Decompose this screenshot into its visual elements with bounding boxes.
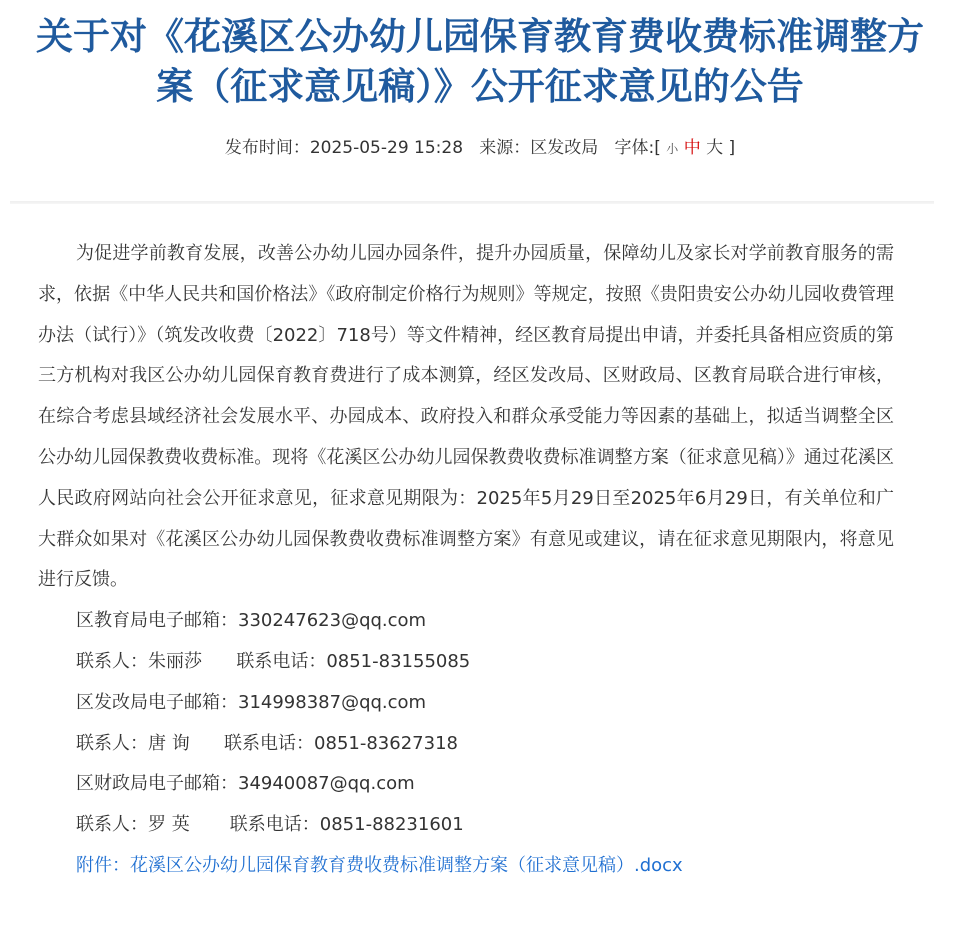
contact-line: 区财政局电子邮箱：34940087@qq.com	[76, 773, 415, 795]
source-label: 来源：	[479, 138, 531, 158]
contact-line: 区发改局电子邮箱：314998387@qq.com	[76, 691, 427, 713]
article-meta	[0, 136, 960, 161]
article-content	[38, 234, 894, 887]
contact-line: 联系人：唐 询 联系电话：0851-83627318	[76, 732, 458, 754]
font-size-close: ]	[728, 138, 736, 158]
body-paragraph: 为促进学前教育发展，改善公办幼儿园办园条件，提升办园质量，保障幼儿及家长对学前教育服务的需求，依据《中华人民共和国价格法》《政府制定价格行为规则》等规定，按照《贵阳贵安公办幼儿园收费管理办法（试行）》（筑发改收费〔2022〕718号）等文件精神，经区教育局提出申请，并委托具备相应资质的第三方机构对我区公办幼儿园保育教育费进行了成本测算，经区发改局、区财政局、区教育局联合进行审核，在综合考虑县域经济社会发展水平、办园成本、政府投入和群众承受能力等因素的基础上，拟适当调整全区公办幼儿园保教费收费标准。现将《花溪区公办幼儿园保教费收费标准调整方案（征求意见稿）》通过花溪区人民政府网站向社会公开征求意见，征求意见期限为：2025年5月29日至2025年6月29日，有关单位和广大群众如果对《花溪区公办幼儿园保教费收费标准调整方案》有意见或建议，请在征求意见期限内，将意见进行反馈。	[38, 243, 894, 591]
divider	[10, 201, 934, 204]
attachment-link[interactable]: 附件：花溪区公办幼儿园保育教育费收费标准调整方案（征求意见稿）.docx	[76, 854, 683, 876]
contact-line: 区教育局电子邮箱：330247623@qq.com	[76, 610, 427, 632]
font-size-large-button[interactable]: 大	[706, 138, 724, 158]
publish-label: 发布时间：	[224, 138, 310, 158]
page-title: 关于对《花溪区公办幼儿园保育教育费收费标准调整方案（征求意见稿）》公开征求意见的公告	[36, 15, 924, 108]
source-value: 区发改局	[530, 138, 599, 158]
contact-line: 联系人：罗 英 联系电话：0851-88231601	[76, 814, 464, 836]
contact-line: 联系人：朱丽莎 联系电话：0851-83155085	[76, 650, 471, 672]
font-size-small-button[interactable]: 小	[666, 142, 679, 156]
font-size-label: 字体:[	[614, 138, 661, 158]
font-size-medium-button[interactable]: 中	[683, 138, 701, 158]
publish-time: 2025-05-29 15:28	[309, 138, 464, 158]
